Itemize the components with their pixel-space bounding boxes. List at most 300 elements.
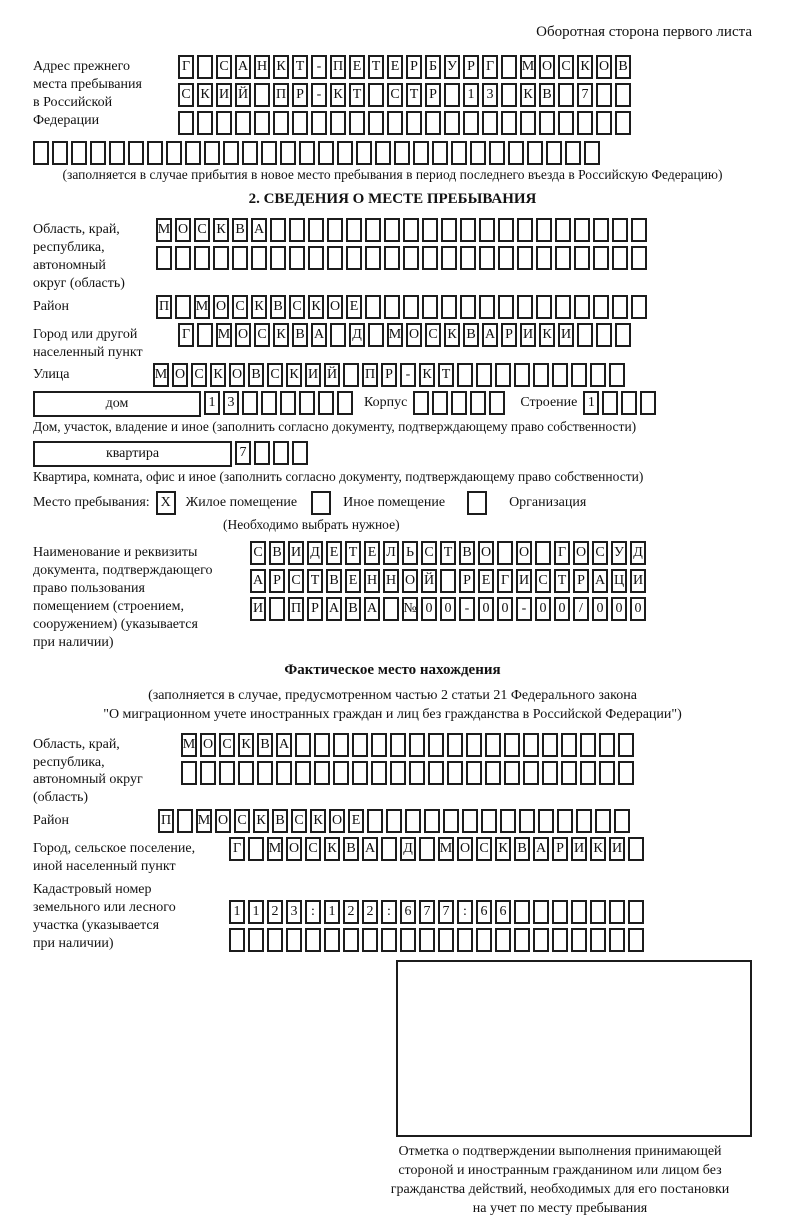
char-cell[interactable]	[368, 83, 384, 107]
char-cell[interactable]: Д	[307, 541, 323, 565]
char-cell[interactable]	[498, 246, 514, 270]
char-cell[interactable]	[422, 218, 438, 242]
char-cell[interactable]: Т	[440, 541, 456, 565]
char-cell[interactable]	[631, 246, 647, 270]
char-cell[interactable]: Т	[345, 541, 361, 565]
char-cell[interactable]	[128, 141, 144, 165]
char-cell[interactable]: О	[596, 55, 612, 79]
char-cell[interactable]: 2	[267, 900, 283, 924]
char-cell[interactable]: С	[216, 55, 232, 79]
char-cell[interactable]: М	[216, 323, 232, 347]
char-cell[interactable]	[343, 363, 359, 387]
char-cell[interactable]	[432, 391, 448, 415]
char-cell[interactable]	[327, 246, 343, 270]
char-cell[interactable]: В	[248, 363, 264, 387]
char-cell[interactable]	[460, 218, 476, 242]
char-cell[interactable]	[333, 733, 349, 757]
char-cell[interactable]	[466, 733, 482, 757]
char-cell[interactable]	[536, 246, 552, 270]
char-cell[interactable]	[451, 141, 467, 165]
char-cell[interactable]	[213, 246, 229, 270]
char-cell[interactable]: К	[590, 837, 606, 861]
char-cell[interactable]: 1	[204, 391, 220, 415]
char-cell[interactable]: В	[615, 55, 631, 79]
char-cell[interactable]: -	[311, 83, 327, 107]
char-cell[interactable]	[432, 141, 448, 165]
char-cell[interactable]	[520, 111, 536, 135]
char-cell[interactable]: А	[362, 837, 378, 861]
char-cell[interactable]: О	[402, 569, 418, 593]
char-cell[interactable]: В	[270, 295, 286, 319]
char-cell[interactable]	[194, 246, 210, 270]
char-cell[interactable]	[204, 141, 220, 165]
char-cell[interactable]: О	[406, 323, 422, 347]
char-cell[interactable]: Г	[482, 55, 498, 79]
char-cell[interactable]	[242, 391, 258, 415]
char-cell[interactable]	[628, 928, 644, 952]
char-cell[interactable]	[628, 900, 644, 924]
char-cell[interactable]: К	[213, 218, 229, 242]
char-cell[interactable]	[147, 141, 163, 165]
char-cell[interactable]	[599, 733, 615, 757]
char-cell[interactable]	[443, 809, 459, 833]
char-cell[interactable]: 7	[419, 900, 435, 924]
char-cell[interactable]	[90, 141, 106, 165]
char-cell[interactable]: Е	[478, 569, 494, 593]
char-cell[interactable]: И	[288, 541, 304, 565]
char-cell[interactable]	[175, 295, 191, 319]
char-cell[interactable]: У	[611, 541, 627, 565]
char-cell[interactable]	[441, 295, 457, 319]
char-cell[interactable]	[261, 141, 277, 165]
char-cell[interactable]	[517, 295, 533, 319]
char-cell[interactable]	[337, 141, 353, 165]
char-cell[interactable]	[175, 246, 191, 270]
char-cell[interactable]	[539, 111, 555, 135]
char-cell[interactable]	[489, 141, 505, 165]
char-cell[interactable]	[311, 111, 327, 135]
char-cell[interactable]: Е	[387, 55, 403, 79]
char-cell[interactable]	[333, 761, 349, 785]
char-cell[interactable]: -	[516, 597, 532, 621]
char-cell[interactable]	[536, 218, 552, 242]
char-cell[interactable]: К	[495, 837, 511, 861]
char-cell[interactable]: 0	[440, 597, 456, 621]
char-cell[interactable]: И	[630, 569, 646, 593]
checkbox-organizatsiya[interactable]	[467, 491, 487, 515]
char-cell[interactable]: Ц	[611, 569, 627, 593]
char-cell[interactable]: О	[175, 218, 191, 242]
char-cell[interactable]	[558, 111, 574, 135]
char-cell[interactable]: Р	[307, 597, 323, 621]
char-cell[interactable]: А	[250, 569, 266, 593]
char-cell[interactable]	[538, 809, 554, 833]
char-cell[interactable]	[295, 761, 311, 785]
char-cell[interactable]	[318, 391, 334, 415]
char-cell[interactable]: Т	[438, 363, 454, 387]
char-cell[interactable]: И	[571, 837, 587, 861]
char-cell[interactable]	[235, 111, 251, 135]
char-cell[interactable]	[343, 928, 359, 952]
char-cell[interactable]: Й	[324, 363, 340, 387]
char-cell[interactable]: К	[520, 83, 536, 107]
char-cell[interactable]: С	[234, 809, 250, 833]
char-cell[interactable]	[470, 391, 486, 415]
char-cell[interactable]: С	[219, 733, 235, 757]
char-cell[interactable]: Г	[554, 541, 570, 565]
char-cell[interactable]	[523, 733, 539, 757]
char-cell[interactable]	[574, 246, 590, 270]
char-cell[interactable]	[308, 246, 324, 270]
char-cell[interactable]	[254, 111, 270, 135]
char-cell[interactable]	[460, 246, 476, 270]
char-cell[interactable]	[504, 761, 520, 785]
char-cell[interactable]: Р	[501, 323, 517, 347]
char-cell[interactable]	[555, 295, 571, 319]
char-cell[interactable]	[514, 363, 530, 387]
char-cell[interactable]: Е	[349, 55, 365, 79]
char-cell[interactable]	[552, 900, 568, 924]
char-cell[interactable]: Г	[178, 55, 194, 79]
char-cell[interactable]: П	[156, 295, 172, 319]
char-cell[interactable]: Н	[364, 569, 380, 593]
char-cell[interactable]	[390, 733, 406, 757]
char-cell[interactable]: А	[251, 218, 267, 242]
char-cell[interactable]	[280, 391, 296, 415]
char-cell[interactable]	[381, 928, 397, 952]
char-cell[interactable]: С	[191, 363, 207, 387]
char-cell[interactable]	[365, 295, 381, 319]
char-cell[interactable]	[409, 761, 425, 785]
char-cell[interactable]	[352, 761, 368, 785]
char-cell[interactable]: О	[213, 295, 229, 319]
char-cell[interactable]: А	[364, 597, 380, 621]
char-cell[interactable]: О	[235, 323, 251, 347]
char-cell[interactable]	[542, 761, 558, 785]
char-cell[interactable]: Г	[229, 837, 245, 861]
char-cell[interactable]	[273, 111, 289, 135]
char-cell[interactable]	[596, 323, 612, 347]
char-cell[interactable]: 3	[286, 900, 302, 924]
char-cell[interactable]: 7	[577, 83, 593, 107]
char-cell[interactable]	[621, 391, 637, 415]
char-cell[interactable]	[593, 295, 609, 319]
char-cell[interactable]	[185, 141, 201, 165]
char-cell[interactable]	[197, 323, 213, 347]
char-cell[interactable]	[504, 733, 520, 757]
char-cell[interactable]: 0	[535, 597, 551, 621]
char-cell[interactable]	[527, 141, 543, 165]
char-cell[interactable]	[405, 809, 421, 833]
char-cell[interactable]	[602, 391, 618, 415]
char-cell[interactable]: С	[421, 541, 437, 565]
char-cell[interactable]	[612, 218, 628, 242]
char-cell[interactable]	[371, 761, 387, 785]
char-cell[interactable]	[462, 809, 478, 833]
char-cell[interactable]	[273, 441, 289, 465]
char-cell[interactable]	[577, 111, 593, 135]
char-cell[interactable]	[577, 323, 593, 347]
char-cell[interactable]	[156, 246, 172, 270]
char-cell[interactable]: Р	[406, 55, 422, 79]
char-cell[interactable]	[451, 391, 467, 415]
char-cell[interactable]	[609, 363, 625, 387]
char-cell[interactable]	[276, 761, 292, 785]
char-cell[interactable]	[555, 218, 571, 242]
char-cell[interactable]	[618, 761, 634, 785]
char-cell[interactable]	[109, 141, 125, 165]
char-cell[interactable]	[368, 323, 384, 347]
char-cell[interactable]: А	[482, 323, 498, 347]
char-cell[interactable]	[286, 928, 302, 952]
char-cell[interactable]	[444, 83, 460, 107]
char-cell[interactable]: Е	[346, 295, 362, 319]
char-cell[interactable]	[409, 733, 425, 757]
char-cell[interactable]: К	[238, 733, 254, 757]
char-cell[interactable]	[197, 55, 213, 79]
char-cell[interactable]	[476, 363, 492, 387]
char-cell[interactable]: О	[516, 541, 532, 565]
char-cell[interactable]	[177, 809, 193, 833]
char-cell[interactable]	[501, 55, 517, 79]
char-cell[interactable]	[441, 246, 457, 270]
char-cell[interactable]: Р	[425, 83, 441, 107]
char-cell[interactable]	[595, 809, 611, 833]
char-cell[interactable]	[346, 218, 362, 242]
char-cell[interactable]	[386, 809, 402, 833]
char-cell[interactable]: К	[539, 323, 555, 347]
char-cell[interactable]	[485, 761, 501, 785]
char-cell[interactable]	[403, 246, 419, 270]
char-cell[interactable]	[219, 761, 235, 785]
char-cell[interactable]	[517, 218, 533, 242]
char-cell[interactable]	[535, 541, 551, 565]
char-cell[interactable]	[593, 246, 609, 270]
char-cell[interactable]	[368, 111, 384, 135]
char-cell[interactable]: 6	[476, 900, 492, 924]
char-cell[interactable]	[362, 928, 378, 952]
char-cell[interactable]: К	[273, 323, 289, 347]
char-cell[interactable]: Р	[292, 83, 308, 107]
char-cell[interactable]: О	[215, 809, 231, 833]
char-cell[interactable]	[71, 141, 87, 165]
char-cell[interactable]: Е	[345, 569, 361, 593]
char-cell[interactable]: :	[381, 900, 397, 924]
char-cell[interactable]: 1	[324, 900, 340, 924]
char-cell[interactable]	[248, 928, 264, 952]
char-cell[interactable]	[481, 809, 497, 833]
char-cell[interactable]: В	[326, 569, 342, 593]
char-cell[interactable]: И	[609, 837, 625, 861]
char-cell[interactable]	[178, 111, 194, 135]
char-cell[interactable]	[571, 363, 587, 387]
char-cell[interactable]	[470, 141, 486, 165]
char-cell[interactable]	[400, 928, 416, 952]
char-cell[interactable]: 0	[611, 597, 627, 621]
char-cell[interactable]	[519, 809, 535, 833]
char-cell[interactable]	[576, 809, 592, 833]
char-cell[interactable]	[580, 761, 596, 785]
char-cell[interactable]: 7	[438, 900, 454, 924]
char-cell[interactable]	[314, 733, 330, 757]
char-cell[interactable]: П	[330, 55, 346, 79]
char-cell[interactable]	[428, 761, 444, 785]
char-cell[interactable]: С	[425, 323, 441, 347]
char-cell[interactable]	[614, 809, 630, 833]
char-cell[interactable]	[330, 111, 346, 135]
char-cell[interactable]: С	[305, 837, 321, 861]
char-cell[interactable]	[612, 295, 628, 319]
char-cell[interactable]: Ь	[402, 541, 418, 565]
char-cell[interactable]: К	[273, 55, 289, 79]
char-cell[interactable]	[501, 83, 517, 107]
char-cell[interactable]	[248, 837, 264, 861]
char-cell[interactable]: Р	[459, 569, 475, 593]
char-cell[interactable]: М	[196, 809, 212, 833]
char-cell[interactable]: В	[539, 83, 555, 107]
char-cell[interactable]: М	[153, 363, 169, 387]
char-cell[interactable]	[305, 928, 321, 952]
char-cell[interactable]	[463, 111, 479, 135]
char-cell[interactable]	[254, 441, 270, 465]
char-cell[interactable]: М	[267, 837, 283, 861]
char-cell[interactable]: В	[257, 733, 273, 757]
char-cell[interactable]	[365, 218, 381, 242]
char-cell[interactable]: 2	[343, 900, 359, 924]
char-cell[interactable]: С	[288, 569, 304, 593]
char-cell[interactable]: С	[254, 323, 270, 347]
char-cell[interactable]: О	[478, 541, 494, 565]
char-cell[interactable]: Л	[383, 541, 399, 565]
char-cell[interactable]	[500, 809, 516, 833]
char-cell[interactable]: С	[267, 363, 283, 387]
checkbox-zhiloe[interactable]: X	[156, 491, 176, 515]
char-cell[interactable]	[479, 295, 495, 319]
char-cell[interactable]: Д	[400, 837, 416, 861]
char-cell[interactable]	[261, 391, 277, 415]
char-cell[interactable]	[422, 295, 438, 319]
char-cell[interactable]: В	[345, 597, 361, 621]
char-cell[interactable]: С	[592, 541, 608, 565]
char-cell[interactable]	[238, 761, 254, 785]
char-cell[interactable]: 1	[248, 900, 264, 924]
char-cell[interactable]: М	[520, 55, 536, 79]
char-cell[interactable]	[229, 928, 245, 952]
char-cell[interactable]: В	[463, 323, 479, 347]
char-cell[interactable]: Р	[463, 55, 479, 79]
char-cell[interactable]: П	[158, 809, 174, 833]
char-cell[interactable]: М	[181, 733, 197, 757]
kvartira-field-box[interactable]: квартира	[33, 441, 232, 467]
char-cell[interactable]: Т	[307, 569, 323, 593]
char-cell[interactable]	[596, 111, 612, 135]
char-cell[interactable]	[447, 733, 463, 757]
char-cell[interactable]: С	[291, 809, 307, 833]
char-cell[interactable]	[314, 761, 330, 785]
char-cell[interactable]: -	[459, 597, 475, 621]
char-cell[interactable]: О	[200, 733, 216, 757]
char-cell[interactable]	[292, 111, 308, 135]
char-cell[interactable]	[574, 218, 590, 242]
char-cell[interactable]: 3	[223, 391, 239, 415]
char-cell[interactable]: В	[514, 837, 530, 861]
char-cell[interactable]	[251, 246, 267, 270]
char-cell[interactable]: К	[197, 83, 213, 107]
char-cell[interactable]	[479, 246, 495, 270]
char-cell[interactable]	[403, 295, 419, 319]
char-cell[interactable]	[533, 900, 549, 924]
char-cell[interactable]: О	[457, 837, 473, 861]
char-cell[interactable]	[270, 218, 286, 242]
char-cell[interactable]	[631, 218, 647, 242]
char-cell[interactable]	[640, 391, 656, 415]
char-cell[interactable]: Н	[254, 55, 270, 79]
char-cell[interactable]	[508, 141, 524, 165]
char-cell[interactable]: Р	[269, 569, 285, 593]
char-cell[interactable]: 1	[229, 900, 245, 924]
char-cell[interactable]	[33, 141, 49, 165]
char-cell[interactable]: Н	[383, 569, 399, 593]
char-cell[interactable]	[422, 246, 438, 270]
char-cell[interactable]: Т	[554, 569, 570, 593]
char-cell[interactable]: К	[310, 809, 326, 833]
char-cell[interactable]: О	[573, 541, 589, 565]
char-cell[interactable]: С	[558, 55, 574, 79]
char-cell[interactable]: Й	[421, 569, 437, 593]
char-cell[interactable]: О	[286, 837, 302, 861]
char-cell[interactable]: С	[194, 218, 210, 242]
char-cell[interactable]	[609, 900, 625, 924]
char-cell[interactable]: 0	[554, 597, 570, 621]
char-cell[interactable]: К	[253, 809, 269, 833]
char-cell[interactable]: Т	[292, 55, 308, 79]
char-cell[interactable]	[631, 295, 647, 319]
char-cell[interactable]: И	[305, 363, 321, 387]
char-cell[interactable]: -	[311, 55, 327, 79]
char-cell[interactable]: А	[235, 55, 251, 79]
char-cell[interactable]: О	[329, 809, 345, 833]
char-cell[interactable]	[523, 761, 539, 785]
char-cell[interactable]	[476, 928, 492, 952]
char-cell[interactable]: К	[251, 295, 267, 319]
char-cell[interactable]	[552, 363, 568, 387]
char-cell[interactable]	[216, 111, 232, 135]
char-cell[interactable]: Г	[497, 569, 513, 593]
char-cell[interactable]	[558, 83, 574, 107]
char-cell[interactable]	[299, 141, 315, 165]
char-cell[interactable]	[197, 111, 213, 135]
char-cell[interactable]	[552, 928, 568, 952]
char-cell[interactable]	[267, 928, 283, 952]
char-cell[interactable]: А	[326, 597, 342, 621]
char-cell[interactable]	[599, 761, 615, 785]
char-cell[interactable]: Р	[381, 363, 397, 387]
char-cell[interactable]: С	[178, 83, 194, 107]
char-cell[interactable]	[269, 597, 285, 621]
char-cell[interactable]	[413, 141, 429, 165]
checkbox-inoe[interactable]	[311, 491, 331, 515]
char-cell[interactable]	[517, 246, 533, 270]
char-cell[interactable]	[501, 111, 517, 135]
char-cell[interactable]: С	[387, 83, 403, 107]
char-cell[interactable]	[257, 761, 273, 785]
char-cell[interactable]: К	[324, 837, 340, 861]
char-cell[interactable]: Т	[368, 55, 384, 79]
char-cell[interactable]: В	[292, 323, 308, 347]
char-cell[interactable]: В	[232, 218, 248, 242]
char-cell[interactable]: О	[327, 295, 343, 319]
char-cell[interactable]	[482, 111, 498, 135]
